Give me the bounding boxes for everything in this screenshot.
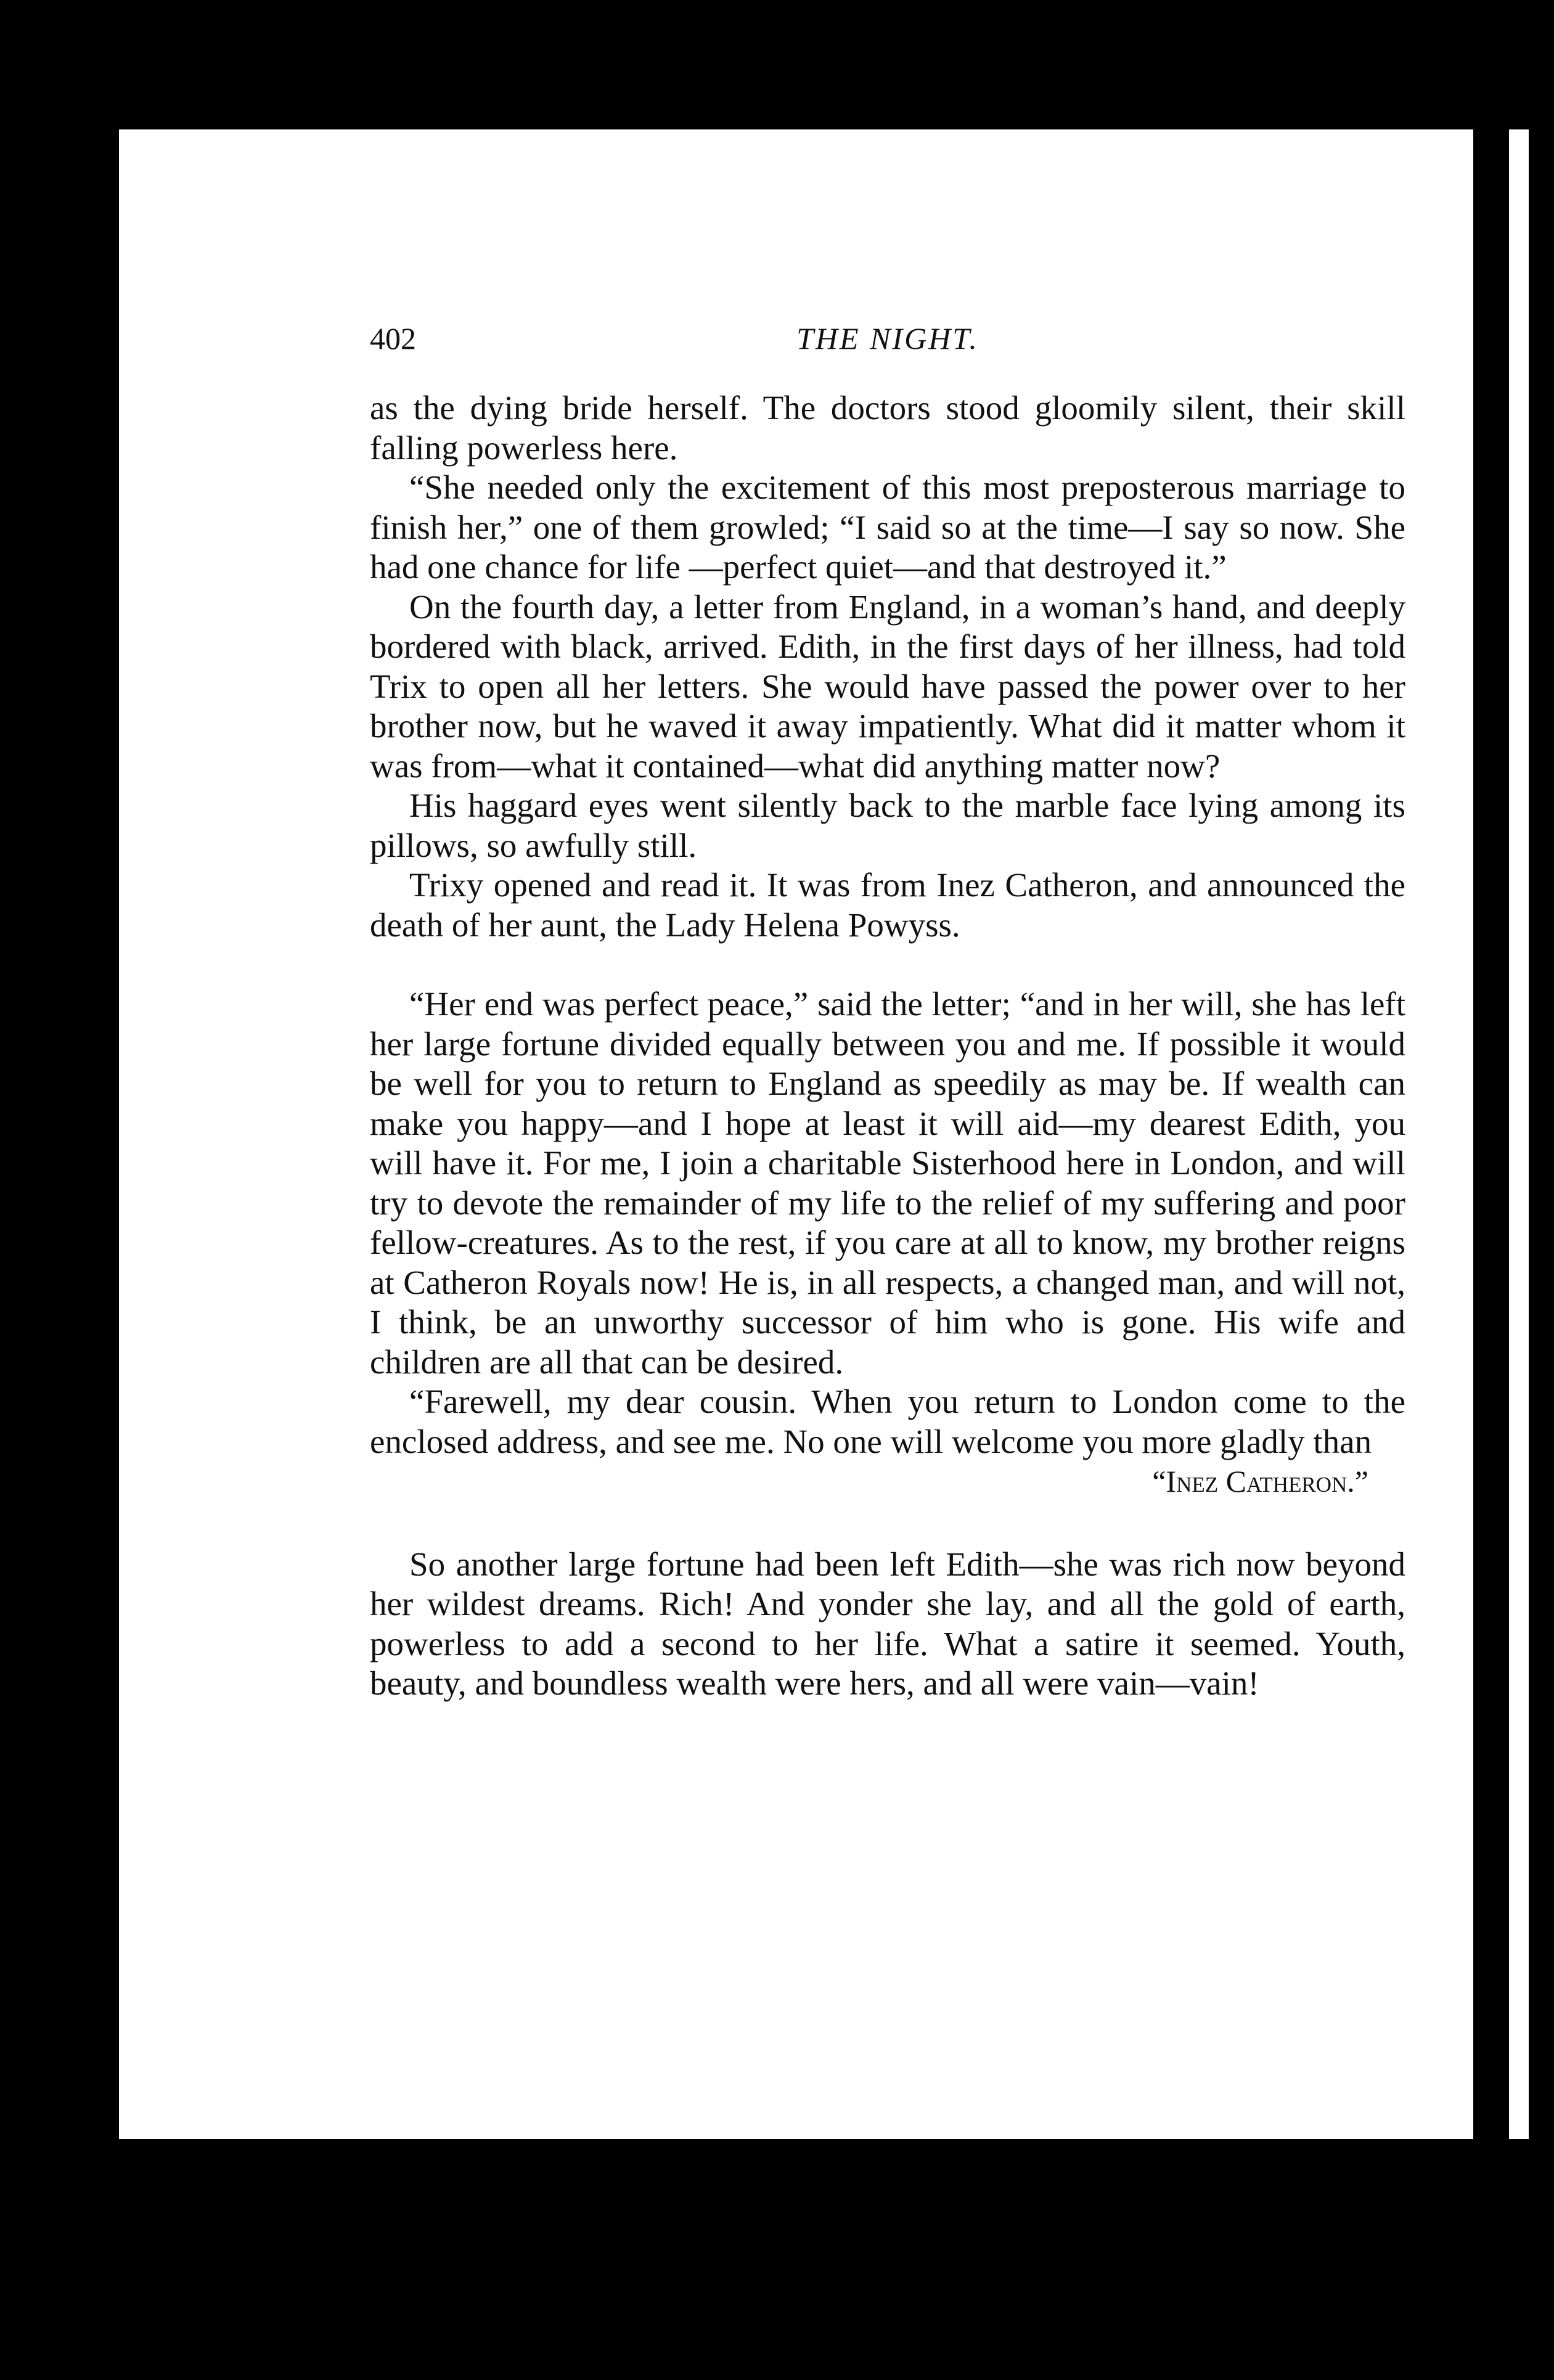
- page-text-block: [370, 321, 1405, 1704]
- letter-paragraph-1: “Her end was perfect peace,” said the letter; “and in her will, she has left her large fortune divided equally between you and me. If possible it would be well for you to return to England as speedily as may be. If wealth can make you happy—and I hope at least it will aid—my dearest Edith, you will have it. For me, I join a charitable Sisterhood here in London, and will try to devote the remainder of my life to the relief of my suffering and poor fellow-creatures. As to the rest, if you care at all to know, my brother reigns at Catheron Royals now! He is, in all respects, a changed man, and will not, I think, be an unworthy successor of him who is gone. His wife and children are all that can be desired.: [370, 985, 1405, 1381]
- paragraph-1: as the dying bride herself. The doctors stood gloomily silent, their skill falling powerless here.: [370, 389, 1405, 467]
- section-gap: [370, 1502, 1405, 1545]
- closing-paragraph: So another large fortune had been left Edith—she was rich now beyond her wildest dreams. Rich! And yonder she lay, and all the gold of earth, powerless to add a second to her life. What a satire it seemed. Youth, beauty, and boundless wealth were hers, and all were vain—vain!: [370, 1545, 1405, 1702]
- paragraph-4: His haggard eyes went silently back to the marble face lying among its pillows, so awfully still.: [370, 787, 1405, 864]
- paragraph-3: On the fourth day, a letter from England, in a woman’s hand, and deeply bordered with black, arrived. Edith, in the first days of her illness, had told Trix to open all her letters. She would have passed the power over to her brother now, but he waved it away impatiently. What did it matter whom it was from—what it contained—what did anything matter now?: [370, 587, 1405, 785]
- page-number: 402: [370, 321, 416, 356]
- paragraph-5: Trixy opened and read it. It was from Inez Catheron, and announced the death of her aunt, the Lady Helena Powyss.: [370, 866, 1405, 944]
- paragraph-2: “She needed only the excitement of this most preposterous marriage to finish her,” one of them growled; “I said so at the time—I say so now. She had one chance for life —perfect quiet—and that destroyed it.”: [370, 468, 1405, 586]
- letter-signature: “Inez Catheron.”: [1152, 1464, 1368, 1499]
- page-header: [370, 321, 1405, 388]
- running-head: THE NIGHT.: [796, 321, 979, 356]
- page-edge-strip: [1509, 129, 1529, 2139]
- section-gap: [370, 945, 1405, 984]
- letter-paragraph-2: “Farewell, my dear cousin. When you return to London come to the enclosed address, and see me. No one will welcome you more gladly than: [370, 1383, 1405, 1460]
